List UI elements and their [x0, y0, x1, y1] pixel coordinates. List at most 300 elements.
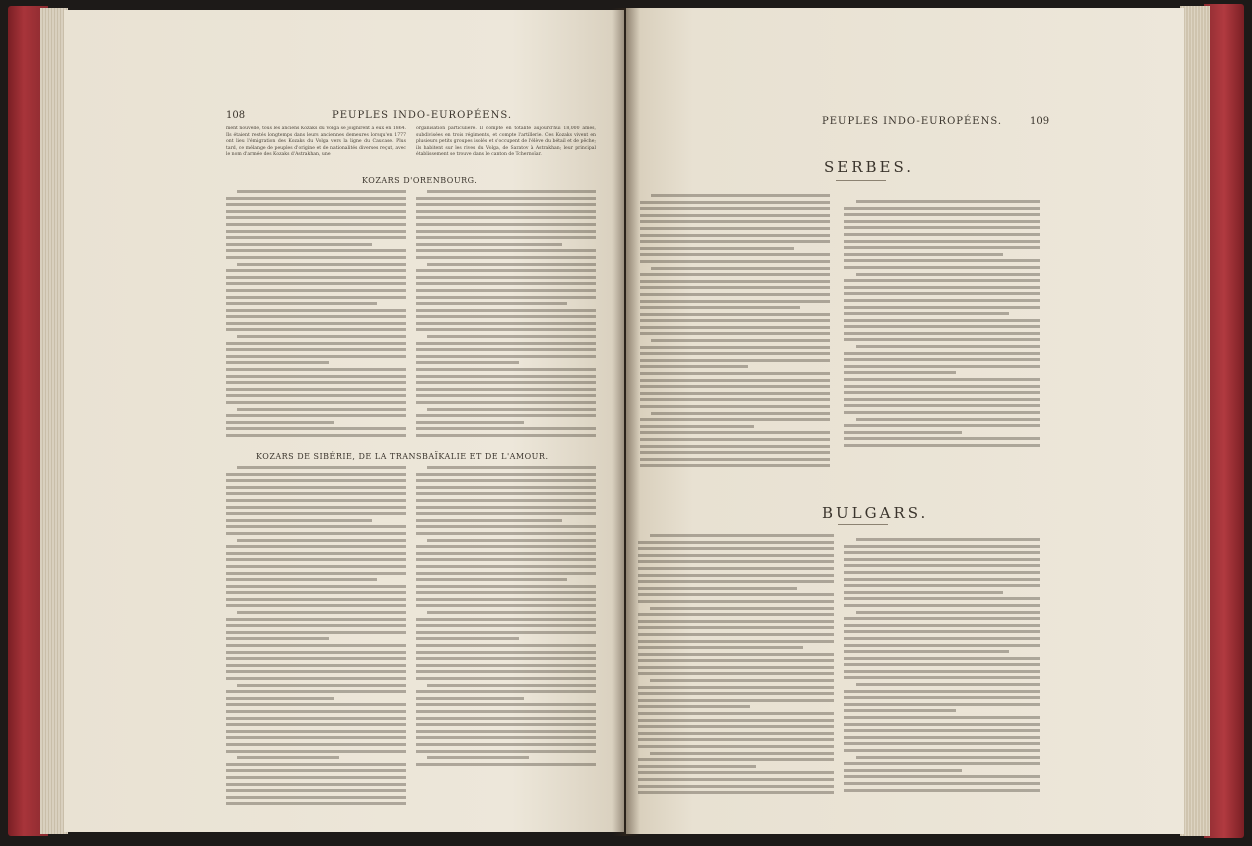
text-line	[226, 743, 406, 746]
text-line	[226, 631, 406, 634]
orenbourg-column-2	[416, 190, 596, 446]
text-line	[226, 355, 406, 358]
text-line	[416, 506, 596, 509]
text-line	[416, 677, 596, 680]
text-line	[640, 385, 830, 388]
text-line	[640, 286, 830, 289]
text-line	[226, 506, 406, 509]
text-line	[416, 717, 596, 720]
text-line	[226, 789, 406, 792]
text-line	[640, 253, 830, 256]
text-line	[638, 646, 803, 649]
text-line	[640, 458, 830, 461]
text-line	[226, 657, 406, 660]
text-line	[844, 437, 1040, 440]
text-line	[226, 730, 406, 733]
text-line	[844, 558, 1040, 561]
text-line	[638, 659, 834, 662]
text-line	[416, 486, 596, 489]
text-line	[640, 365, 748, 368]
text-line	[416, 690, 596, 693]
text-line	[638, 633, 834, 636]
text-line	[416, 598, 596, 601]
right-page-number: 109	[1030, 116, 1050, 127]
text-line	[416, 210, 596, 213]
text-line	[640, 379, 830, 382]
text-line	[844, 385, 1040, 388]
text-line	[427, 335, 596, 338]
text-line	[226, 486, 406, 489]
text-line	[638, 686, 834, 689]
text-line	[237, 190, 406, 193]
text-line	[226, 710, 406, 713]
text-line	[650, 607, 834, 610]
text-line	[226, 783, 406, 786]
text-line	[416, 723, 596, 726]
text-line	[844, 551, 1040, 554]
text-line	[844, 723, 1040, 726]
text-line	[226, 492, 406, 495]
text-line	[416, 657, 596, 660]
text-line	[427, 190, 596, 193]
text-line	[226, 256, 406, 259]
text-line	[416, 499, 596, 502]
text-line	[640, 293, 830, 296]
text-line	[650, 679, 834, 682]
siberie-column-2	[416, 466, 596, 766]
text-line	[226, 401, 406, 404]
text-line	[226, 776, 406, 779]
text-line	[640, 332, 830, 335]
text-line	[226, 585, 406, 588]
intro-column-1: ment nouvelle, tous les anciens Kozaks du Volga se joignirent à eux en 1864. Ils étaient restés longtemps dans leurs anciennes demeures lorsqu'en 1777 ont lieu l'émigration des Kozaks du Volga vers la ligne du Caucase. Plus tard, ce mélange de peuples d'origine et de nationalités diverses reçut, avec le nom d'armée des Kozaks d'Astrakhan, une	[226, 126, 406, 158]
text-line	[844, 332, 1040, 335]
text-line	[844, 253, 1003, 256]
text-line	[638, 705, 750, 708]
text-line	[844, 286, 1040, 289]
text-line	[416, 637, 519, 640]
text-line	[844, 226, 1040, 229]
text-line	[640, 319, 830, 322]
text-line	[650, 752, 834, 755]
text-line	[638, 593, 834, 596]
text-line	[638, 778, 834, 781]
text-line	[638, 653, 834, 656]
text-line	[856, 756, 1040, 759]
text-line	[844, 676, 1040, 679]
text-line	[844, 338, 1040, 341]
text-line	[640, 247, 794, 250]
text-line	[416, 361, 519, 364]
text-line	[844, 404, 1040, 407]
text-line	[844, 749, 1040, 752]
text-line	[226, 637, 329, 640]
book-gutter-shadow	[612, 8, 640, 836]
text-line	[844, 637, 1040, 640]
text-line	[638, 732, 834, 735]
text-line	[416, 375, 596, 378]
text-line	[226, 309, 406, 312]
text-line	[640, 227, 830, 230]
text-line	[416, 532, 596, 535]
text-line	[226, 697, 334, 700]
text-line	[844, 319, 1040, 322]
text-line	[844, 742, 1040, 745]
text-line	[638, 712, 834, 715]
text-line	[226, 664, 406, 667]
text-line	[844, 597, 1040, 600]
text-line	[416, 223, 596, 226]
text-line	[226, 243, 372, 246]
text-line	[226, 296, 406, 299]
text-line	[844, 762, 1040, 765]
siberie-column-1	[226, 466, 406, 816]
text-line	[844, 703, 1040, 706]
text-line	[640, 431, 830, 434]
text-line	[226, 236, 406, 239]
text-line	[416, 525, 596, 528]
text-line	[226, 545, 406, 548]
text-line	[226, 565, 406, 568]
text-line	[427, 756, 530, 759]
text-line	[638, 758, 834, 761]
text-line	[638, 785, 834, 788]
text-line	[427, 611, 596, 614]
text-line	[226, 302, 377, 305]
text-line	[416, 591, 596, 594]
text-line	[844, 709, 956, 712]
text-line	[416, 401, 596, 404]
text-line	[416, 230, 596, 233]
text-line	[640, 359, 830, 362]
text-line	[844, 266, 1040, 269]
text-line	[226, 414, 406, 417]
text-line	[416, 269, 596, 272]
text-line	[416, 256, 596, 259]
text-line	[844, 736, 1040, 739]
text-line	[416, 565, 596, 568]
title-serbes: SERBES.	[824, 158, 915, 176]
text-line	[640, 445, 830, 448]
text-line	[416, 394, 596, 397]
text-line	[416, 197, 596, 200]
text-line	[844, 444, 1040, 447]
text-line	[844, 604, 1040, 607]
text-line	[226, 479, 406, 482]
text-line	[226, 388, 406, 391]
text-line	[427, 466, 596, 469]
text-line	[640, 280, 830, 283]
text-line	[416, 585, 596, 588]
text-line	[226, 434, 406, 437]
text-line	[416, 644, 596, 647]
text-line	[844, 578, 1040, 581]
text-line	[427, 684, 596, 687]
section-heading-siberie: KOZARS DE SIBÉRIE, DE LA TRANSBAÏKALIE ET DE L'AMOUR.	[256, 452, 549, 461]
text-line	[226, 552, 406, 555]
text-line	[844, 424, 1040, 427]
text-line	[226, 368, 406, 371]
text-line	[844, 246, 1040, 249]
text-line	[651, 339, 830, 342]
text-line	[844, 233, 1040, 236]
text-line	[416, 473, 596, 476]
text-line	[226, 315, 406, 318]
text-line	[416, 750, 596, 753]
left-running-head: PEUPLES INDO-EUROPÉENS.	[332, 110, 513, 121]
text-line	[416, 736, 596, 739]
text-line	[638, 745, 834, 748]
left-page	[64, 10, 624, 832]
text-line	[226, 216, 406, 219]
text-line	[226, 670, 406, 673]
text-line	[416, 631, 596, 634]
text-line	[844, 220, 1040, 223]
text-line	[416, 604, 596, 607]
text-line	[226, 763, 406, 766]
text-line	[226, 598, 406, 601]
text-line	[226, 473, 406, 476]
text-line	[416, 315, 596, 318]
text-line	[226, 723, 406, 726]
text-line	[638, 791, 834, 794]
text-line	[638, 765, 756, 768]
text-line	[226, 427, 406, 430]
text-line	[640, 352, 830, 355]
text-line	[416, 309, 596, 312]
text-line	[640, 326, 830, 329]
text-line	[638, 738, 834, 741]
text-line	[416, 651, 596, 654]
text-line	[226, 230, 406, 233]
text-line	[856, 345, 1040, 348]
text-line	[844, 591, 1003, 594]
text-line	[640, 398, 830, 401]
text-line	[844, 696, 1040, 699]
text-line	[640, 451, 830, 454]
text-line	[226, 421, 334, 424]
text-line	[226, 572, 406, 575]
text-line	[640, 220, 830, 223]
text-line	[416, 355, 596, 358]
text-line	[416, 618, 596, 621]
text-line	[856, 273, 1040, 276]
text-line	[844, 545, 1040, 548]
text-line	[844, 564, 1040, 567]
text-line	[640, 207, 830, 210]
text-line	[237, 335, 406, 338]
text-line	[844, 306, 1040, 309]
right-page	[626, 8, 1184, 834]
text-line	[856, 418, 1040, 421]
text-line	[416, 624, 596, 627]
text-line	[226, 644, 406, 647]
text-line	[640, 260, 830, 263]
text-line	[226, 322, 406, 325]
text-line	[226, 651, 406, 654]
text-line	[416, 427, 596, 430]
right-running-head: PEUPLES INDO-EUROPÉENS.	[822, 116, 1003, 127]
text-line	[226, 342, 406, 345]
text-line	[416, 388, 596, 391]
text-line	[416, 328, 596, 331]
title-bulgars: BULGARS.	[822, 504, 929, 522]
text-line	[844, 644, 1040, 647]
text-line	[416, 492, 596, 495]
text-line	[638, 554, 834, 557]
text-line	[640, 438, 830, 441]
text-line	[844, 207, 1040, 210]
text-line	[226, 381, 406, 384]
text-line	[638, 580, 834, 583]
text-line	[226, 276, 406, 279]
text-line	[416, 302, 567, 305]
text-line	[640, 240, 830, 243]
text-line	[856, 200, 1040, 203]
text-line	[844, 279, 1040, 282]
text-line	[226, 512, 406, 515]
text-line	[226, 375, 406, 378]
text-line	[226, 750, 406, 753]
text-line	[638, 692, 834, 695]
text-line	[416, 342, 596, 345]
text-line	[844, 670, 1040, 673]
text-line	[226, 210, 406, 213]
text-line	[638, 725, 834, 728]
text-line	[226, 802, 406, 805]
text-line	[638, 560, 834, 563]
text-line	[226, 558, 406, 561]
text-line	[416, 322, 596, 325]
text-line	[844, 624, 1040, 627]
text-line	[844, 789, 1040, 792]
text-line	[416, 236, 596, 239]
text-line	[416, 519, 562, 522]
title-rule-serbes	[836, 180, 886, 181]
text-line	[416, 558, 596, 561]
left-page-number: 108	[226, 110, 246, 121]
text-line	[226, 394, 406, 397]
text-line	[844, 371, 956, 374]
text-line	[237, 539, 406, 542]
text-line	[844, 431, 962, 434]
text-line	[226, 197, 406, 200]
text-line	[226, 703, 406, 706]
text-line	[416, 414, 596, 417]
text-line	[638, 574, 834, 577]
orenbourg-column-1	[226, 190, 406, 446]
text-line	[226, 348, 406, 351]
text-line	[844, 411, 1040, 414]
text-line	[226, 525, 406, 528]
text-line	[844, 617, 1040, 620]
text-line	[226, 361, 329, 364]
section-heading-orenbourg: KOZARS D'ORENBOURG.	[362, 176, 478, 185]
text-line	[638, 666, 834, 669]
text-line	[416, 296, 596, 299]
text-line	[844, 352, 1040, 355]
text-line	[844, 630, 1040, 633]
text-line	[416, 276, 596, 279]
text-line	[640, 273, 830, 276]
right-cover	[1204, 4, 1244, 838]
text-line	[416, 381, 596, 384]
text-line	[640, 405, 830, 408]
text-line	[640, 313, 830, 316]
intro-column-2: organisation particulière. Il compte en totalité aujourd'hui 18,000 âmes, subdivisées en trois régiments, et compte l'artillerie. Ces Kozaks vivent en plusieurs petits groupes isolés et s'occupent de l'élève du bétail et de pêche; ils habitent sur les rives du Volga, de Saratov à Astrakhan; leur principal établissement se trouve dans le canton de Tchernoïar.	[416, 126, 596, 158]
text-line	[844, 571, 1040, 574]
text-line	[638, 541, 834, 544]
text-line	[226, 249, 406, 252]
text-line	[416, 249, 596, 252]
text-line	[638, 600, 834, 603]
text-line	[638, 587, 797, 590]
text-line	[844, 259, 1040, 262]
bulgars-column-1	[638, 534, 834, 798]
text-line	[651, 194, 830, 197]
text-line	[416, 578, 567, 581]
serbes-column-1	[640, 194, 830, 480]
text-line	[651, 412, 830, 415]
text-line	[638, 620, 834, 623]
text-line	[416, 282, 596, 285]
text-line	[226, 769, 406, 772]
text-line	[856, 683, 1040, 686]
text-line	[416, 421, 524, 424]
text-line	[226, 532, 406, 535]
text-line	[638, 672, 834, 675]
text-line	[638, 699, 834, 702]
text-line	[416, 545, 596, 548]
text-line	[856, 611, 1040, 614]
text-line	[416, 243, 562, 246]
text-line	[226, 282, 406, 285]
text-line	[226, 289, 406, 292]
text-line	[416, 512, 596, 515]
text-line	[844, 325, 1040, 328]
text-line	[844, 365, 1040, 368]
text-line	[640, 372, 830, 375]
text-line	[638, 719, 834, 722]
text-line	[226, 717, 406, 720]
text-line	[640, 300, 830, 303]
text-line	[640, 425, 754, 428]
text-line	[427, 408, 596, 411]
text-line	[416, 670, 596, 673]
text-line	[427, 263, 596, 266]
text-line	[226, 690, 406, 693]
text-line	[226, 604, 406, 607]
text-line	[226, 203, 406, 206]
text-line	[640, 464, 830, 467]
text-line	[416, 203, 596, 206]
text-line	[416, 552, 596, 555]
text-line	[651, 267, 830, 270]
text-line	[416, 289, 596, 292]
text-line	[844, 358, 1040, 361]
text-line	[640, 392, 830, 395]
text-line	[226, 624, 406, 627]
text-line	[640, 418, 830, 421]
text-line	[844, 716, 1040, 719]
text-line	[844, 312, 1009, 315]
text-line	[416, 368, 596, 371]
text-line	[856, 538, 1040, 541]
text-line	[844, 240, 1040, 243]
text-line	[237, 684, 406, 687]
text-line	[638, 567, 834, 570]
text-line	[226, 269, 406, 272]
